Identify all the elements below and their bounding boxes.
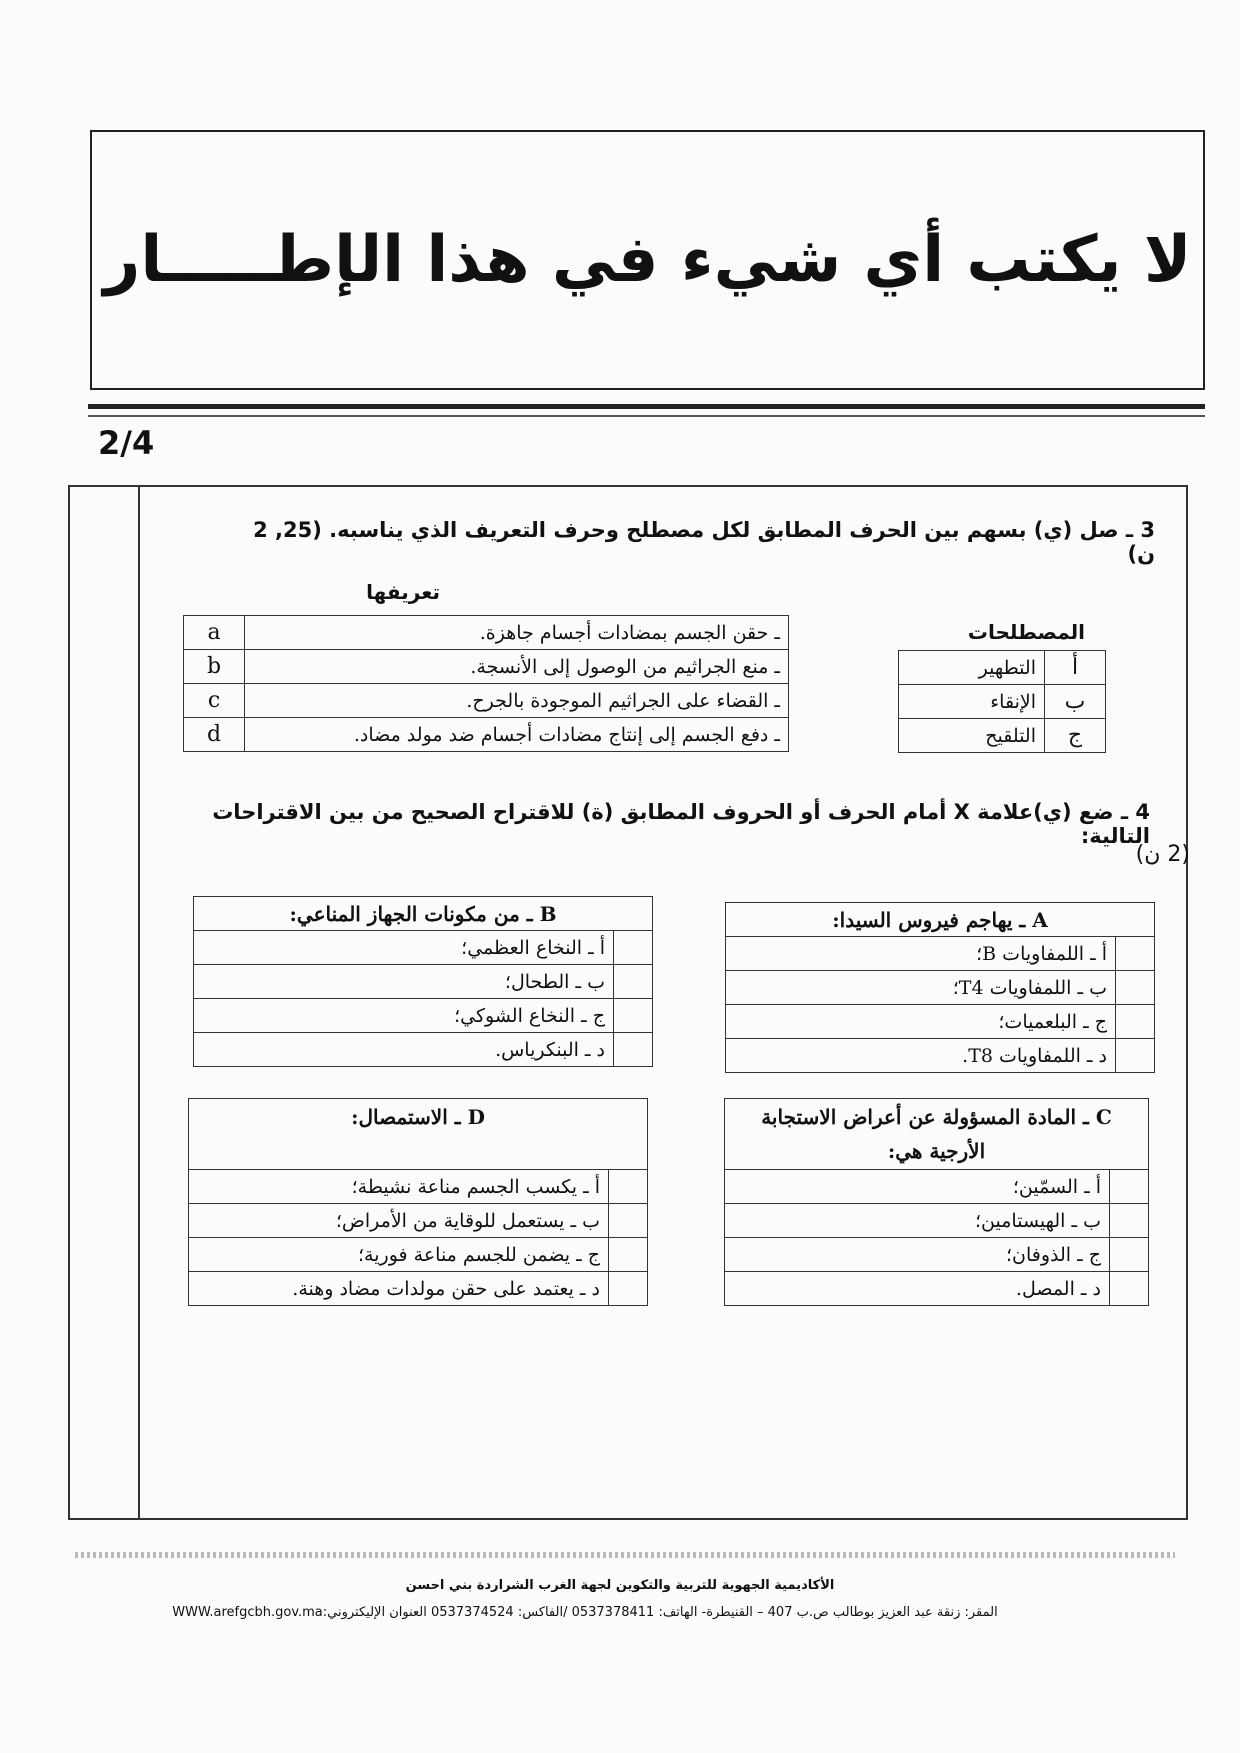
footer-academy-name: الأكاديمية الجهوية للتربية والتكوين لجهة الغرب الشراردة بني احسن [405,1578,835,1593]
def-text: ـ منع الجراثيم من الوصول إلى الأنسجة. [245,650,789,684]
mcq-title: B ـ من مكونات الجهاز المناعي: [194,897,653,931]
option-text: ج ـ البلعميات؛ [726,1005,1116,1039]
divider-thin [88,415,1205,417]
option-text: ج ـ الذوفان؛ [725,1238,1110,1272]
answer-checkbox[interactable] [1110,1170,1149,1204]
option-text: ب ـ الطحال؛ [194,965,614,999]
table-row [725,1272,1149,1306]
option-text: ج ـ النخاع الشوكي؛ [194,999,614,1033]
answer-checkbox[interactable] [609,1170,648,1204]
table-row [726,971,1155,1005]
def-text: ـ دفع الجسم إلى إنتاج مضادات أجسام ضد مولد مضاد. [245,718,789,752]
answer-checkbox[interactable] [1116,937,1155,971]
table-row [726,903,1155,937]
mcq-title: A ـ يهاجم فيروس السيدا: [726,903,1155,937]
q4-instruction: 4 ـ ضع (ي)علامة X أمام الحرف أو الحروف المطابق (ة) للاقتراح الصحيح من بين الاقتراحات التالية: [212,800,1150,848]
page-number: 2/4 [98,424,155,462]
option-text: د ـ البنكرياس. [194,1033,614,1067]
terms-table [898,650,1106,753]
answer-checkbox[interactable] [614,1033,653,1067]
q4-points: (2 ن) [1135,842,1190,867]
definitions-table [183,615,789,752]
option-text: ب ـ يستعمل للوقاية من الأمراض؛ [189,1204,609,1238]
option-text: د ـ يعتمد على حقن مولدات مضاد وهنة. [189,1272,609,1306]
table-row [726,937,1155,971]
answer-checkbox[interactable] [1116,1039,1155,1073]
option-text: ب ـ الهيستامين؛ [725,1204,1110,1238]
footer-address: المقر: زنقة عبد العزيز بوطالب ص.ب 407 – القنيطرة- الهاتف: 0537378411 /الفاكس: 0537374524 العنوان الإليكتروني:WWW.arefgcbh.gov.ma [172,1605,998,1620]
def-letter: a [184,616,245,650]
term-letter: أ [1045,651,1106,685]
banner-text: لا يكتب أي شيء في هذا الإطـــــار [103,223,1192,297]
definitions-title: تعريفها [366,580,440,604]
def-text: ـ القضاء على الجراثيم الموجودة بالجرح. [245,684,789,718]
option-text: ب ـ اللمفاويات T4؛ [726,971,1116,1005]
answer-checkbox[interactable] [609,1204,648,1238]
answer-checkbox[interactable] [609,1272,648,1306]
mcq-title: C ـ المادة المسؤولة عن أعراض الاستجابة الأرجية هي: [725,1099,1149,1170]
option-text: أ ـ يكسب الجسم مناعة نشيطة؛ [189,1170,609,1204]
table-row [899,719,1106,753]
table-row [184,616,789,650]
term-text: التطهير [899,651,1045,685]
answer-checkbox[interactable] [1110,1204,1149,1238]
table-row [725,1238,1149,1272]
table-row [726,1039,1155,1073]
answer-checkbox[interactable] [614,931,653,965]
table-row [194,965,653,999]
table-row [184,718,789,752]
answer-checkbox[interactable] [1110,1238,1149,1272]
answer-checkbox[interactable] [1116,1005,1155,1039]
divider-thick [88,404,1205,409]
term-letter: ج [1045,719,1106,753]
q3-instruction: 3 ـ صل (ي) بسهم بين الحرف المطابق لكل مصطلح وحرف التعريف الذي يناسبه. (25, 2 ن) [253,518,1155,566]
mcq-box-b [193,896,653,1067]
option-text: د ـ المصل. [725,1272,1110,1306]
option-text: د ـ اللمفاويات T8. [726,1039,1116,1073]
table-row [189,1204,648,1238]
answer-checkbox[interactable] [1116,971,1155,1005]
table-row [899,651,1106,685]
def-text: ـ حقن الجسم بمضادات أجسام جاهزة. [245,616,789,650]
term-text: الإنقاء [899,685,1045,719]
answer-checkbox[interactable] [1110,1272,1149,1306]
table-row [189,1238,648,1272]
answer-checkbox[interactable] [614,999,653,1033]
term-letter: ب [1045,685,1106,719]
footer-dotted-line [75,1552,1175,1558]
option-text: ج ـ يضمن للجسم مناعة فورية؛ [189,1238,609,1272]
def-letter: c [184,684,245,718]
terms-title: المصطلحات [967,620,1085,644]
table-row [189,1170,648,1204]
mcq-box-d [188,1098,648,1306]
table-row [184,650,789,684]
table-row [189,1099,648,1170]
def-letter: b [184,650,245,684]
table-row [194,999,653,1033]
table-row [726,1005,1155,1039]
option-text: أ ـ السمّين؛ [725,1170,1110,1204]
mcq-title: D ـ الاستمصال: [189,1099,648,1170]
mcq-box-c [724,1098,1149,1306]
option-text: أ ـ النخاع العظمي؛ [194,931,614,965]
table-row [899,685,1106,719]
table-row [184,684,789,718]
table-row [194,1033,653,1067]
mcq-box-a [725,902,1155,1073]
def-letter: d [184,718,245,752]
table-row [189,1272,648,1306]
option-text: أ ـ اللمفاويات B؛ [726,937,1116,971]
table-row [194,897,653,931]
do-not-write-banner [90,130,1205,390]
table-row [725,1099,1149,1170]
table-row [725,1204,1149,1238]
term-text: التلقيح [899,719,1045,753]
answer-checkbox[interactable] [614,965,653,999]
margin-line [138,485,140,1520]
table-row [194,931,653,965]
table-row [725,1170,1149,1204]
answer-checkbox[interactable] [609,1238,648,1272]
